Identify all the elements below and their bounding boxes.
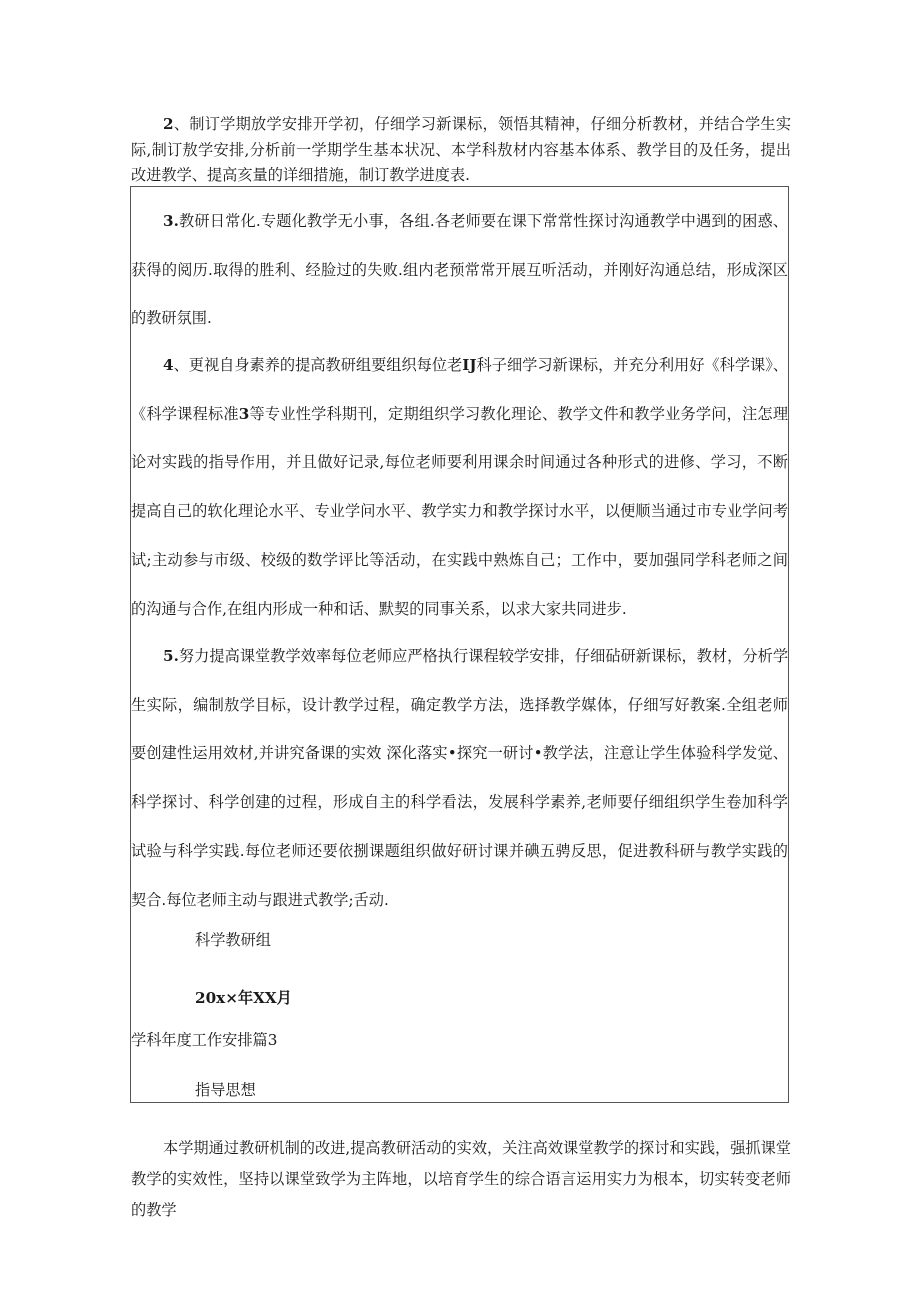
paragraph-5	[131, 632, 788, 924]
paragraph-4-text-a: 、更视自身素养的提高教研组要组织每位老	[173, 356, 463, 374]
paragraph-5-number: 5.	[163, 647, 179, 665]
subsection-heading: 指导思想	[195, 1081, 256, 1099]
paragraph-4-text-b: 科子细学习新课标，并充分利用好《科学课》、《科学课程标准	[131, 356, 788, 423]
paragraph-3-number: 3.	[163, 212, 179, 230]
signature-group: 科学教研组	[195, 931, 271, 949]
paragraph-4-bold-fragment: IJ	[462, 356, 477, 374]
paragraph-3	[131, 197, 788, 343]
paragraph-4-bold-fragment-2: 3	[238, 404, 250, 423]
paragraph-4	[131, 341, 788, 633]
paragraph-4-text-c: 等专业性学科期刊，定期组织学习教化理论、教学文件和教学业务学问，注怎理论对实践的指导作用，并且做好记录,每位老师要利用课余时间通过各种形式的进修、学习，不断提高自己的软化理论水平、专业学问水平、教学实力和教学探讨水平，以便顺当通过市专业学问考试;主动参与市级、校级的数学评比等活动，在实践中熟炼自己；工作中，要加强同学科老师之间的沟通与合作,在组内形成一种和话、默契的同事关系，以求大家共同进步.	[131, 404, 789, 618]
paragraph-5-text: 努力提高课堂教学效率每位老师应严格执行课程较学安排，仔细砧研新课标，教材，分析学生实际，编制敖学目标，设计教学过程，确定教学方法，选择教学媒体，仔细写好教案.全组老师要创建性运用效材,并讲究备课的实效 深化落实•探究一研讨•教学法，注意让学生体验科学发觉、科学探讨、科学创建的过程，形成自主的科学看法，发展科学素养,老师要仔细组织学生卷加科学试验与科学实践.每位老师还要依捌课题组织做好研讨课并碘五骋反思，促进教科研与教学实践的契合.每位老师主动与跟进式教学;舌动.	[131, 647, 788, 909]
bordered-text-box	[130, 186, 789, 1103]
paragraph-3-text: 教研日常化.专题化教学无小事，各组.各老师要在课下常常性探讨沟通教学中遇到的困惑、获得的阅历.取得的胜利、经脸过的失败.组内老预常常开展互听活动，并刚好沟通总结，形成深区的教研氛围.	[131, 212, 788, 328]
section-heading: 学科年度工作安排篇3	[131, 1031, 278, 1049]
paragraph-guiding-idea: 本学期通过教研机制的改进,提高教研活动的实效，关注高效课堂教学的探讨和实践，强抓课堂教学的实效性，坚持以课堂致学为主阵地，以培育学生的综合语言运用实力为根本，切实转变老师的教学	[131, 1139, 791, 1219]
paragraph-2	[131, 112, 791, 189]
paragraph-4-number: 4	[163, 356, 174, 374]
signature-date: 20x×年XX月	[195, 989, 292, 1007]
paragraph-2-text: 、制订学期放学安排开学初，仔细学习新课标，领悟其精神，仔细分析教材，并结合学生实际,制订敖学安排,分析前一学期学生基本状况、本学科敖材内容基本体系、教学目的及任务，提出改进教学、提高亥量的详细措施，制订教学进度表.	[131, 115, 791, 184]
paragraph-2-number: 2	[163, 115, 174, 133]
